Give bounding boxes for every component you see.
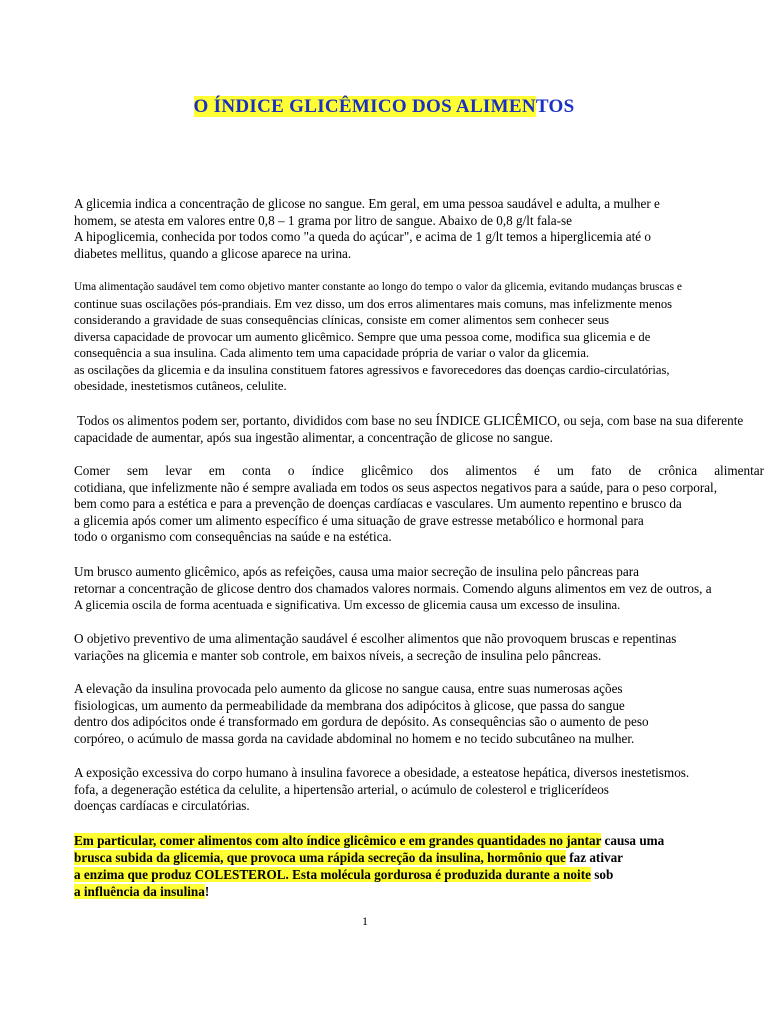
text-line: Todos os alimentos podem ser, portanto, divididos com base no seu ÍNDICE GLICÊMICO, ou seja, com base na sua diferente [74,413,744,428]
paragraph-glicemia [74,196,764,262]
paragraph-alimentacao [74,279,764,395]
text-line: homem, se atesta em valores entre 0,8 – 1 grama por litro de sangue. Abaixo de 0,8 g/lt fala-se [74,212,573,228]
paragraph-exposicao [74,765,764,815]
text-line: cotidiana, que infelizmente não é sempre avaliada em todos os seus aspectos negativos para a saúde, para o peso corporal, [74,479,718,495]
text-line: variações na glicemia e manter sob controle, em baixos níveis, a secreção de insulina pelo pâncreas. [74,647,602,663]
text-line: A elevação da insulina provocada pelo aumento da glicose no sangue causa, entre suas numerosas ações [74,681,623,696]
paragraph-objetivo [74,631,764,664]
text-line: Comer sem levar em conta o índice glicêmico dos alimentos é um fato de crônica alimentar [74,463,764,478]
text-line: continue suas oscilações pós-prandiais. Em vez disso, um dos erros alimentares mais comuns, mas infelizmente menos [74,296,673,311]
highlighted-text: Em particular, comer alimentos com alto índice glicêmico e em grandes quantidades no jantar [74,833,602,848]
text-line [74,866,764,883]
plain-text: ! [204,884,210,899]
plain-text: faz ativar [565,850,624,865]
text-line: doenças cardíacas e circulatórias. [74,798,250,813]
document-title [0,96,768,118]
text-line: Uma alimentação saudável tem como objetivo manter constante ao longo do tempo o valor da glicemia, evitando mudanças bruscas e [74,281,682,293]
text-line: fisiologicas, um aumento da permeabilidade da membrana dos adipócitos à glicose, que passa do sangue [74,697,625,713]
paragraph-comer [74,463,764,546]
text-line: obesidade, inestetismos cutâneos, celulite. [74,379,287,393]
text-line: A exposição excessiva do corpo humano à insulina favorece a obesidade, a esteatose hepática, diversos inestetismos. [74,765,690,780]
text-line: capacidade de aumentar, após sua ingestão alimentar, a concentração de glicose no sangue. [74,429,553,445]
text-line: todo o organismo com consequências na saúde e na estética. [74,529,392,544]
text-line: dentro dos adipócitos onde é transformado em gordura de depósito. As consequências são o aumento de peso [74,714,649,729]
title-highlighted: O ÍNDICE GLICÊMICO DOS ALIMEN [193,96,536,117]
paragraph-divididos [74,413,764,446]
highlighted-text: a influência da insulina [74,884,205,899]
text-line: a glicemia após comer um alimento específico é uma situação de grave estresse metabólico e hormonal para [74,512,644,528]
text-line: as oscilações da glicemia e da insulina constituem fatores agressivos e favorecedores das doenças cardio-circulatórias, [74,362,670,377]
text-line: considerando a gravidade de suas consequências clínicas, consiste em comer alimentos sem conhecer seus [74,313,610,327]
text-line: A glicemia oscila de forma acentuada e significativa. Um excesso de glicemia causa um excesso de insulina. [74,598,621,612]
text-line [74,883,764,900]
text-line: consequência a sua insulina. Cada alimento tem uma capacidade própria de variar o valor da glicemia. [74,346,590,360]
title-rest: TOS [535,96,575,117]
text-line: O objetivo preventivo de uma alimentação saudável é escolher alimentos que não provoquem bruscas e repentinas [74,631,677,646]
text-line [74,849,764,866]
text-line: Um brusco aumento glicêmico, após as refeições, causa uma maior secreção de insulina pelo pâncreas para [74,564,639,579]
plain-text: causa uma [601,833,665,848]
text-line: A glicemia indica a concentração de glicose no sangue. Em geral, em uma pessoa saudável e adulta, a mulher e [74,196,660,211]
highlighted-text: brusca subida da glicemia, que provoca uma rápida secreção da insulina, hormônio que [74,850,566,865]
text-line: fofa, a degeneração estética da celulite, a hipertensão arterial, o acúmulo de colesterol e triglicerídeos [74,781,609,797]
text-line: diversa capacidade de provocar um aumento glicêmico. Sempre que uma pessoa come, modifica sua glicemia e de [74,329,651,344]
plain-text: sob [590,867,614,882]
page-number: 1 [362,914,368,928]
paragraph-insulina [74,681,764,747]
text-line: bem como para a estética e para a prevenção de doenças cardíacas e vasculares. Um aumento repentino e brusco da [74,496,682,511]
text-line [74,832,764,849]
paragraph-brusco [74,564,764,614]
text-line: retornar a concentração de glicose dentro dos chamados valores normais. Comendo alguns alimentos em vez de outros, a [74,580,712,596]
text-line: corpóreo, o acúmulo de massa gorda na cavidade abdominal no homem e no tecido subcutâneo na mulher. [74,730,635,746]
text-line: diabetes mellitus, quando a glicose aparece na urina. [74,245,352,261]
paragraph-final-highlight [74,832,764,900]
highlighted-text: a enzima que produz COLESTEROL. Esta molécula gordurosa é produzida durante a noite [74,867,591,882]
text-line: A hipoglicemia, conhecida por todos como "a queda do açúcar", e acima de 1 g/lt temos a hiperglicemia até o [74,229,652,244]
